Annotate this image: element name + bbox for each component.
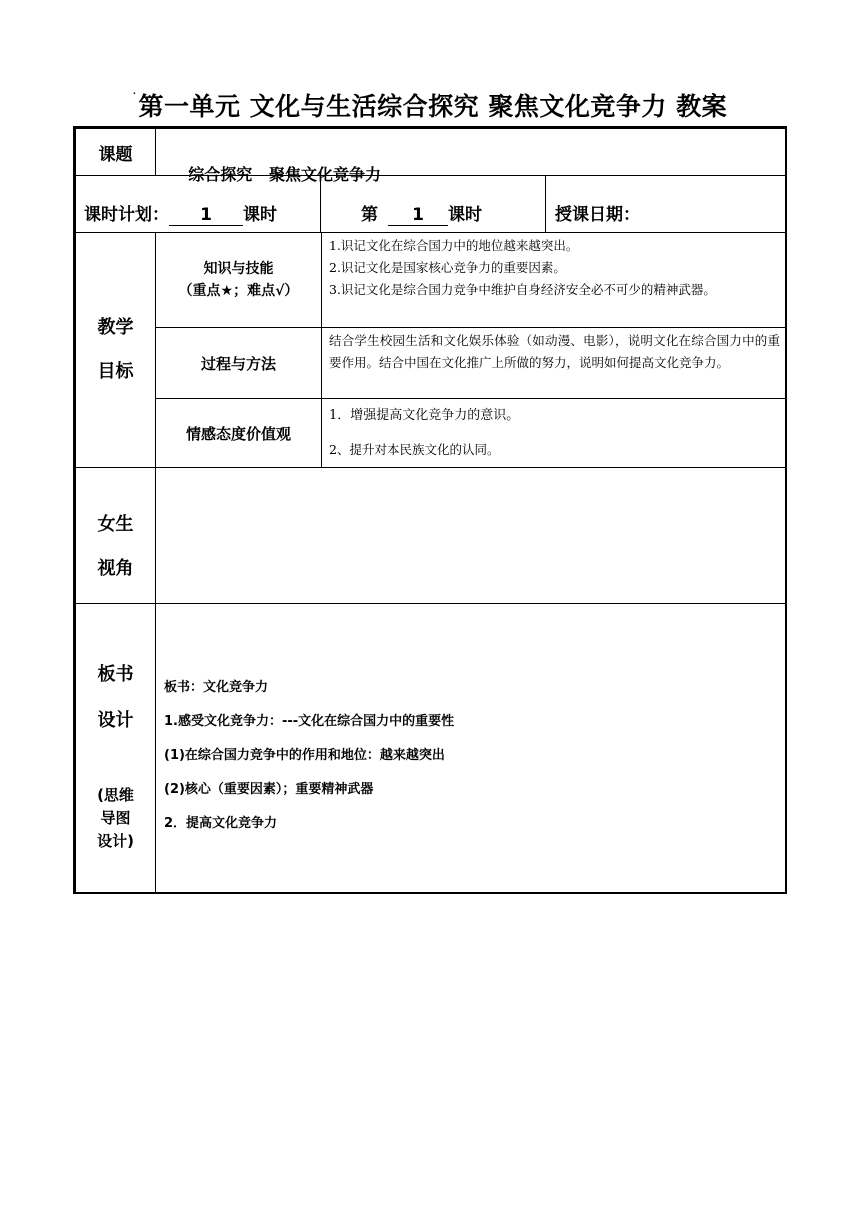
board-label-line2: 设计 <box>97 710 134 731</box>
process-label: 过程与方法 <box>200 354 276 373</box>
date-cell <box>545 175 787 233</box>
knowledge-label-line2: （重点★；难点√） <box>178 283 299 299</box>
attitude-label: 情感态度价值观 <box>185 424 291 443</box>
title-mark: . <box>132 87 137 96</box>
topic-label-cell <box>75 128 156 176</box>
plan-cell <box>75 175 321 233</box>
objectives-label-line2: 目标 <box>97 361 134 382</box>
attitude-label-cell <box>155 398 322 468</box>
sequence-unit: 课时 <box>448 205 482 225</box>
date-label: 授课日期： <box>555 205 640 225</box>
lesson-plan-table <box>73 126 787 894</box>
attitude-item: 1．增强提高文化竞争力的意识。 <box>329 408 520 423</box>
topic-label: 课题 <box>98 144 133 165</box>
knowledge-content-cell <box>321 232 787 328</box>
process-text: 结合学生校园生活和文化娱乐体验（如动漫、电影），说明文化在综合国力中的重要作用。结合中国在文化推广上所做的努力，说明如何提高文化竞争力。 <box>329 333 780 370</box>
board-content-cell <box>155 603 787 894</box>
board-label-cell <box>75 603 156 894</box>
knowledge-label-cell <box>155 232 322 328</box>
board-sublabel-line3: 设计) <box>97 832 134 850</box>
plan-value: 1 <box>169 205 243 226</box>
knowledge-item: 1.识记文化在综合国力中的地位越来越突出。 <box>329 238 579 253</box>
process-label-cell <box>155 327 322 399</box>
objectives-label-line1: 教学 <box>97 317 134 338</box>
plan-label: 课时计划： <box>84 205 169 225</box>
sequence-label: 第 <box>361 205 378 225</box>
girl-view-label-line1: 女生 <box>97 513 134 535</box>
document-title <box>0 87 860 123</box>
girl-view-content-cell <box>155 467 787 604</box>
board-sublabel-line1: (思维 <box>97 786 134 804</box>
knowledge-label-line1: 知识与技能 <box>203 261 274 277</box>
board-line: 1.感受文化竞争力：---文化在综合国力中的重要性 <box>164 714 455 729</box>
topic-value-cell <box>155 128 787 184</box>
board-line: 2．提高文化竞争力 <box>164 816 278 831</box>
knowledge-item: 2.识记文化是国家核心竞争力的重要因素。 <box>329 260 566 275</box>
document-title-text: 第一单元 文化与生活综合探究 聚焦文化竞争力 教案 <box>138 92 728 121</box>
topic-value: 综合探究 聚焦文化竞争力 <box>188 165 381 184</box>
attitude-item: 2、提升对本民族文化的认同。 <box>329 442 500 457</box>
plan-unit: 课时 <box>243 205 277 225</box>
sequence-cell <box>320 175 546 233</box>
board-line: 板书：文化竞争力 <box>164 680 269 695</box>
board-line: (1)在综合国力竞争中的作用和地位：越来越突出 <box>164 748 445 763</box>
objectives-label-cell <box>75 232 156 468</box>
sequence-value: 1 <box>388 205 448 226</box>
knowledge-item: 3.识记文化是综合国力竞争中维护自身经济安全必不可少的精神武器。 <box>329 282 716 297</box>
board-line: (2)核心（重要因素）；重要精神武器 <box>164 782 374 797</box>
girl-view-label-cell <box>75 467 156 604</box>
girl-view-label-line2: 视角 <box>97 557 134 579</box>
board-label-line1: 板书 <box>97 664 134 685</box>
attitude-content-cell <box>321 398 787 468</box>
process-content-cell <box>321 327 787 399</box>
board-sublabel-line2: 导图 <box>100 809 131 827</box>
